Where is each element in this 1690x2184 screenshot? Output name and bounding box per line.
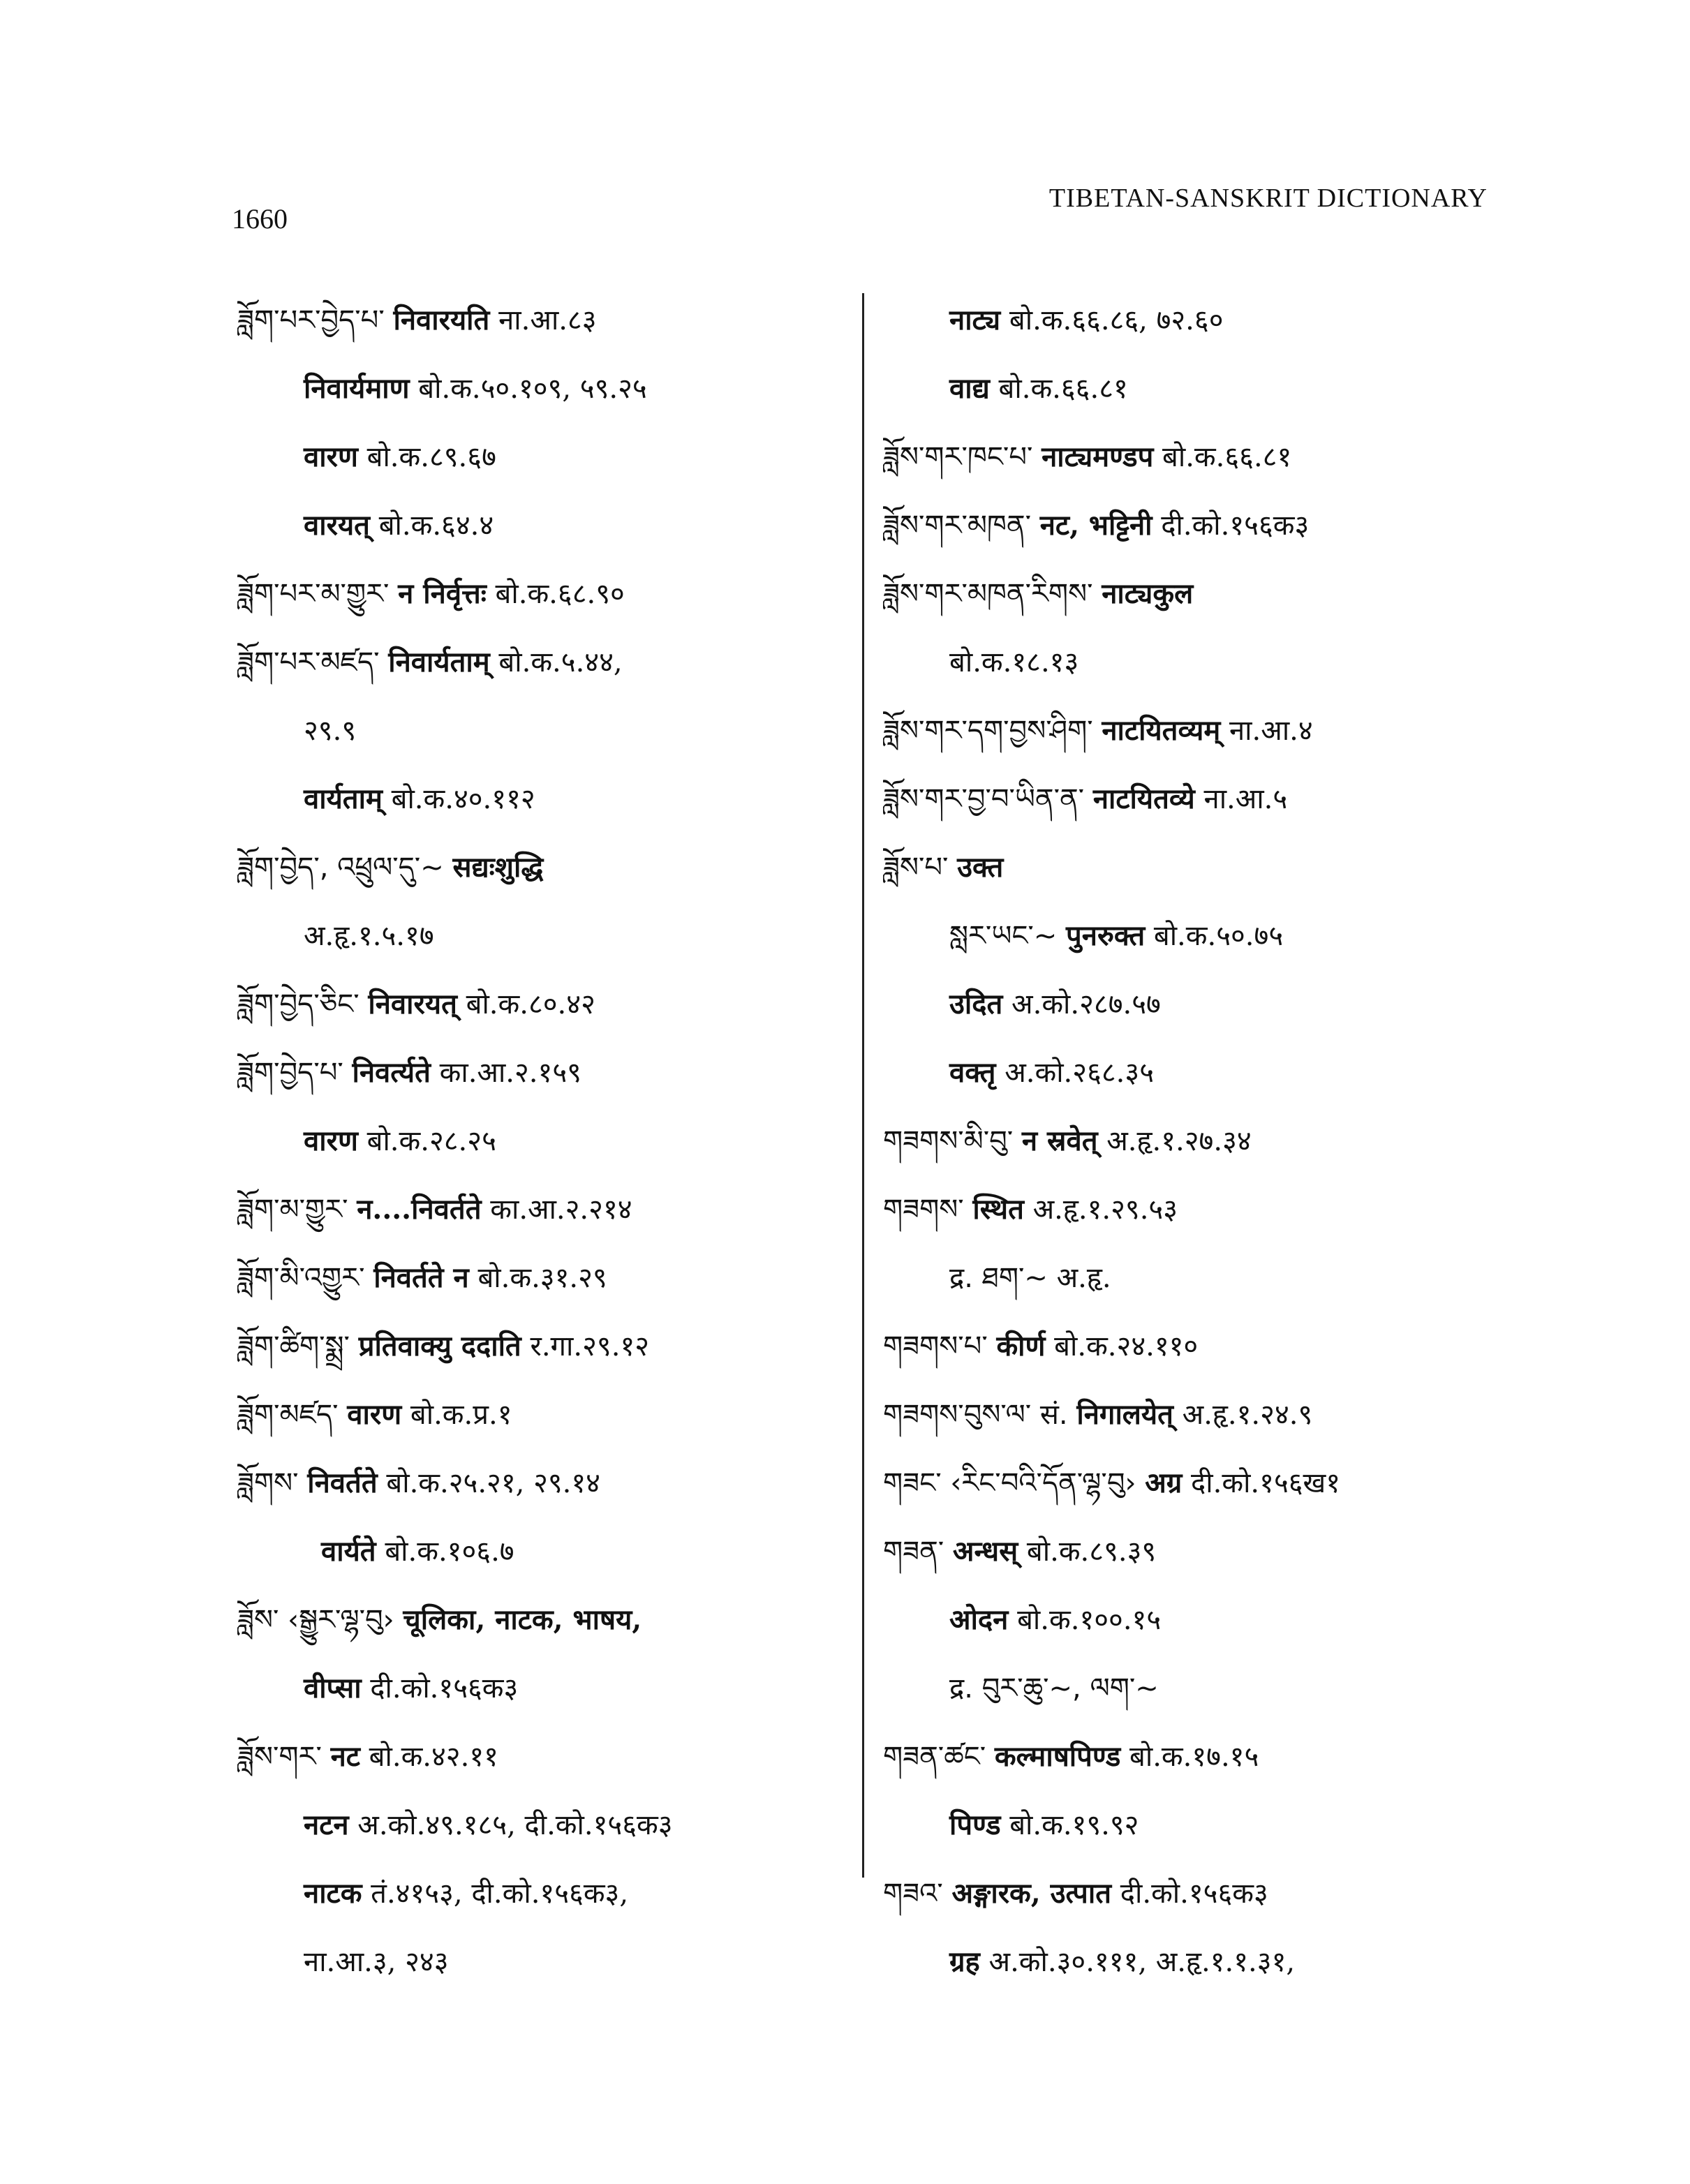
source-reference: बो.क.१०६.७ (385, 1536, 514, 1568)
sanskrit-term: निवारयति (393, 304, 490, 336)
source-reference: बो.क.४२.११ (369, 1741, 498, 1773)
dictionary-entry (883, 1449, 1511, 1517)
sanskrit-term: नट (330, 1740, 360, 1773)
tibetan-headword: ཟློག་མཛད་ (237, 1399, 339, 1431)
source-reference: बो.क.१७.१५ (1129, 1741, 1259, 1773)
source-reference: अ.हृ.१.२४.९ (1182, 1399, 1313, 1431)
dictionary-entry (883, 1791, 1511, 1859)
dictionary-entry (883, 628, 1511, 697)
source-reference: का.आ.२.१५९ (439, 1057, 581, 1089)
sanskrit-term: नाटक (304, 1877, 362, 1910)
tibetan-headword: ཟློག་པར་མ་གྱུར་ (237, 578, 390, 610)
sanskrit-term: वारण (304, 1124, 358, 1157)
sanskrit-term: वारण (347, 1398, 402, 1431)
dictionary-entry (883, 491, 1511, 560)
sanskrit-term: उदित (949, 988, 1003, 1020)
dictionary-entry (237, 1312, 845, 1381)
dictionary-entry (237, 1107, 845, 1175)
right-column (883, 286, 1511, 1996)
dictionary-entry (237, 697, 845, 765)
sanskrit-term: निवर्त्यते (352, 1056, 431, 1089)
source-reference: बो.क.१००.१५ (1017, 1604, 1162, 1636)
sanskrit-term: प्रतिवाक्यु ददाति (358, 1330, 521, 1362)
dictionary-entry (883, 1928, 1511, 1996)
tibetan-headword: ཟློས་གར་ཁང་པ་ (883, 441, 1033, 473)
dictionary-entry (883, 1381, 1511, 1449)
source-reference: बो.क.५०.१०९, ५९.२५ (418, 373, 647, 405)
source-reference: बो.क.प्र.१ (410, 1399, 512, 1431)
dictionary-entry (237, 1791, 845, 1859)
source-reference: बो.क.६६.८१ (998, 373, 1128, 405)
dictionary-entry (237, 1654, 845, 1723)
sanskrit-term: नाटयितव्यम् (1102, 714, 1221, 747)
tibetan-headword: ཟློག་བྱེད་, འཕྲུལ་དུ་~ (237, 852, 444, 884)
dictionary-entry (883, 1859, 1511, 1928)
sanskrit-term: वाद्य (949, 372, 990, 405)
sanskrit-term: सद्यःशुद्धि (452, 851, 544, 884)
sanskrit-term: अन्धस् (952, 1535, 1018, 1568)
tibetan-headword: ཟློག་བྱེད་ཅིང་ (237, 988, 360, 1020)
sanskrit-term: अग्र (1145, 1466, 1183, 1499)
sanskrit-term: न....निवर्तते (357, 1193, 482, 1226)
sanskrit-term: नटन (304, 1808, 349, 1841)
source-reference: र.गा.२९.१२ (530, 1330, 650, 1362)
dictionary-entry (883, 1107, 1511, 1175)
source-reference: तं.४१५३, दी.को.१५६क३, (371, 1878, 629, 1910)
dictionary-entry (237, 1723, 845, 1791)
source-reference: दी.को.१५६ख१ (1191, 1467, 1341, 1499)
dictionary-entry (883, 1312, 1511, 1381)
source-reference: अ.हृ.१.५.१७ (304, 920, 434, 952)
sanskrit-term: अङ्गारक, उत्पात (951, 1877, 1112, 1910)
source-reference: बो.क.१८.१३ (949, 646, 1079, 678)
tibetan-headword: ཟློག་མི་འགྱུར་ (237, 1262, 365, 1294)
source-reference: अ.को.२६८.३५ (1005, 1057, 1154, 1089)
sanskrit-term: वारयत् (304, 509, 370, 542)
dictionary-entry (883, 1654, 1511, 1723)
tibetan-headword: གཟན་ (883, 1536, 944, 1568)
source-reference: बो.क.१९.९२ (1009, 1809, 1139, 1841)
tibetan-headword: ཟློག་མ་གྱུར་ (237, 1194, 348, 1226)
tibetan-headword: སླར་ཡང་~ (949, 920, 1058, 952)
tibetan-headword: ཟློག་པར་མཛད་ (237, 646, 380, 678)
source-reference: बो.क.४०.११२ (391, 783, 535, 815)
left-column (237, 286, 845, 1996)
dictionary-entry (883, 765, 1511, 833)
dictionary-entry (237, 1586, 845, 1654)
source-reference: २९.९ (304, 715, 357, 747)
dictionary-entry (883, 1244, 1511, 1312)
sanskrit-term: निवर्तते न (373, 1261, 469, 1294)
dictionary-entry (237, 355, 845, 423)
dictionary-entry (237, 423, 845, 491)
tibetan-headword: གཟང་ ‹རིང་བའི་དོན་ལྷ་བུ› (883, 1467, 1136, 1499)
sanskrit-term: वक्तृ (949, 1056, 996, 1089)
dictionary-entry (237, 1928, 845, 1996)
sanskrit-term: नाट्यमण्डप (1042, 440, 1154, 473)
dictionary-entry (237, 833, 845, 902)
tibetan-headword: ཟློགས་ (237, 1467, 299, 1499)
source-reference: बो.क.५०.७५ (1153, 920, 1284, 952)
dictionary-entry (883, 833, 1511, 902)
sanskrit-term: ग्रह (949, 1945, 980, 1978)
sanskrit-term: न निर्वृत्तः (398, 577, 487, 610)
tibetan-headword: ཟློས་གར་དག་བྱས་ཤིག་ (883, 715, 1093, 747)
source-reference: दी.को.१५६क३ (1161, 510, 1310, 542)
source-reference: बो.क.८०.४२ (466, 988, 595, 1020)
dictionary-entry (883, 1723, 1511, 1791)
tibetan-headword: གཟགས་མི་བུ་ (883, 1125, 1014, 1157)
sanskrit-term: निगालयेत् (1076, 1398, 1173, 1431)
tibetan-headword: ཟློས་པ་ (883, 852, 949, 884)
page-number: 1660 (232, 203, 288, 235)
tibetan-headword: གཟན་ཚང་ (883, 1741, 986, 1773)
tibetan-headword: द्र. ཐག་~ (949, 1262, 1048, 1294)
tibetan-headword: གཟགས་བུས་ལ་ सं. (883, 1399, 1068, 1431)
dictionary-entry (237, 491, 845, 560)
dictionary-entry (237, 1449, 845, 1517)
source-reference: बो.क.६६.८१ (1162, 441, 1292, 473)
dictionary-entry (237, 628, 845, 697)
tibetan-headword: གཟའ་ (883, 1878, 943, 1910)
dictionary-entry (883, 286, 1511, 355)
dictionary-entry (237, 765, 845, 833)
source-reference: अ.हृ.१.२७.३४ (1106, 1125, 1252, 1157)
source-reference: अ.हृ. (1056, 1262, 1111, 1294)
tibetan-headword: ཟློས་གར་བྱ་བ་ཡིན་ན་ (883, 783, 1085, 815)
source-reference: ना.आ.८३ (498, 304, 597, 336)
source-reference: का.आ.२.२१४ (490, 1194, 632, 1226)
sanskrit-term: पिण्ड (949, 1808, 1001, 1841)
sanskrit-term: वार्यताम् (304, 782, 383, 815)
dictionary-entry (237, 1244, 845, 1312)
tibetan-headword: ཟློས་ ‹སྒྱུར་ལྷ་བུ› (237, 1604, 394, 1636)
source-reference: बो.क.२८.२५ (366, 1125, 496, 1157)
sanskrit-term: निवार्यमाण (304, 372, 410, 405)
dictionary-entry (883, 355, 1511, 423)
source-reference: अ.को.४९.१८५, दी.को.१५६क३ (357, 1809, 673, 1841)
dictionary-entry (237, 970, 845, 1039)
tibetan-headword: ཟློག་བྱེད་པ་ (237, 1057, 343, 1089)
dictionary-entry (883, 560, 1511, 628)
sanskrit-term: नाटयितव्ये (1092, 782, 1195, 815)
dictionary-entry (237, 1517, 845, 1586)
source-reference: बो.क.५.४४, (498, 646, 623, 678)
dictionary-entry (237, 1175, 845, 1244)
tibetan-headword: ཟློས་གར་མཁན་རིགས་ (883, 578, 1093, 610)
dictionary-entry (237, 560, 845, 628)
tibetan-headword: ཟློས་གར་ (237, 1741, 322, 1773)
sanskrit-term: न स्रवेत् (1021, 1124, 1098, 1157)
source-reference: अ.को.३०.१११, अ.हृ.१.१.३१, (988, 1946, 1296, 1978)
dictionary-entry (883, 423, 1511, 491)
sanskrit-term: कल्माषपिण्ड (994, 1740, 1121, 1773)
source-reference: ना.आ.५ (1203, 783, 1288, 815)
column-divider (862, 293, 864, 1878)
source-reference: ना.आ.३, २४३ (304, 1946, 449, 1978)
source-reference: बो.क.२५.२१, २९.१४ (386, 1467, 600, 1499)
source-reference: बो.क.६४.४ (378, 510, 494, 542)
dictionary-entry (883, 970, 1511, 1039)
dictionary-entry (883, 697, 1511, 765)
running-title: TIBETAN-SANSKRIT DICTIONARY (1048, 184, 1488, 213)
tibetan-headword: གཟགས་པ་ (883, 1330, 988, 1362)
dictionary-entry (883, 1586, 1511, 1654)
source-reference: अ.को.२८७.५७ (1011, 988, 1161, 1020)
source-reference: बो.क.२४.११० (1054, 1330, 1199, 1362)
dictionary-entry (237, 1039, 845, 1107)
tibetan-headword: ཟློས་གར་མཁན་ (883, 510, 1031, 542)
dictionary-entry (883, 1517, 1511, 1586)
sanskrit-term: नट, भट्टिनी (1039, 509, 1152, 542)
sanskrit-term: निवार्यताम् (388, 646, 490, 678)
source-reference: दी.को.१५६क३ (370, 1672, 519, 1704)
sanskrit-term: निवारयत् (368, 988, 457, 1020)
tibetan-headword: ཟློག་པར་བྱེད་པ་ (237, 304, 385, 336)
sanskrit-term: नाट्य (949, 304, 1001, 336)
sanskrit-term: कीर्ण (996, 1330, 1046, 1362)
dictionary-entry (237, 902, 845, 970)
sanskrit-term: वारण (304, 440, 358, 473)
source-reference: बो.क.८९.६७ (366, 441, 496, 473)
source-reference: बो.क.६८.९० (495, 578, 625, 610)
sanskrit-term: निवर्तते (307, 1466, 378, 1499)
dictionary-entry (883, 1175, 1511, 1244)
source-reference: ना.आ.४ (1229, 715, 1313, 747)
dictionary-entry (883, 902, 1511, 970)
source-reference: बो.क.६६.८६, ७२.६० (1009, 304, 1224, 336)
sanskrit-term: स्थित (972, 1193, 1024, 1226)
source-reference: बो.क.३१.२९ (477, 1262, 607, 1294)
source-reference: बो.क.८९.३९ (1026, 1536, 1157, 1568)
tibetan-headword: ཟློག་ཚིག་སྨྲ་ (237, 1330, 350, 1362)
tibetan-headword: གཟགས་ (883, 1194, 964, 1226)
source-reference: अ.हृ.१.२९.५३ (1032, 1194, 1178, 1226)
dictionary-entry (237, 1381, 845, 1449)
source-reference: दी.को.१५६क३ (1120, 1878, 1268, 1910)
sanskrit-term: ओदन (949, 1603, 1009, 1636)
dictionary-entry (237, 1859, 845, 1928)
sanskrit-term: उक्त (957, 851, 1004, 884)
sanskrit-term: वार्यते (321, 1535, 376, 1568)
sanskrit-term: नाट्यकुल (1102, 577, 1194, 610)
sanskrit-term: चूलिका, नाटक, भाषय, (403, 1603, 642, 1636)
dictionary-entry (883, 1039, 1511, 1107)
sanskrit-term: वीप्सा (304, 1672, 362, 1704)
tibetan-headword: द्र. བུར་ཆུ་~, ལག་~ (949, 1672, 1159, 1704)
sanskrit-term: पुनरुक्त (1066, 919, 1146, 952)
dictionary-entry (237, 286, 845, 355)
